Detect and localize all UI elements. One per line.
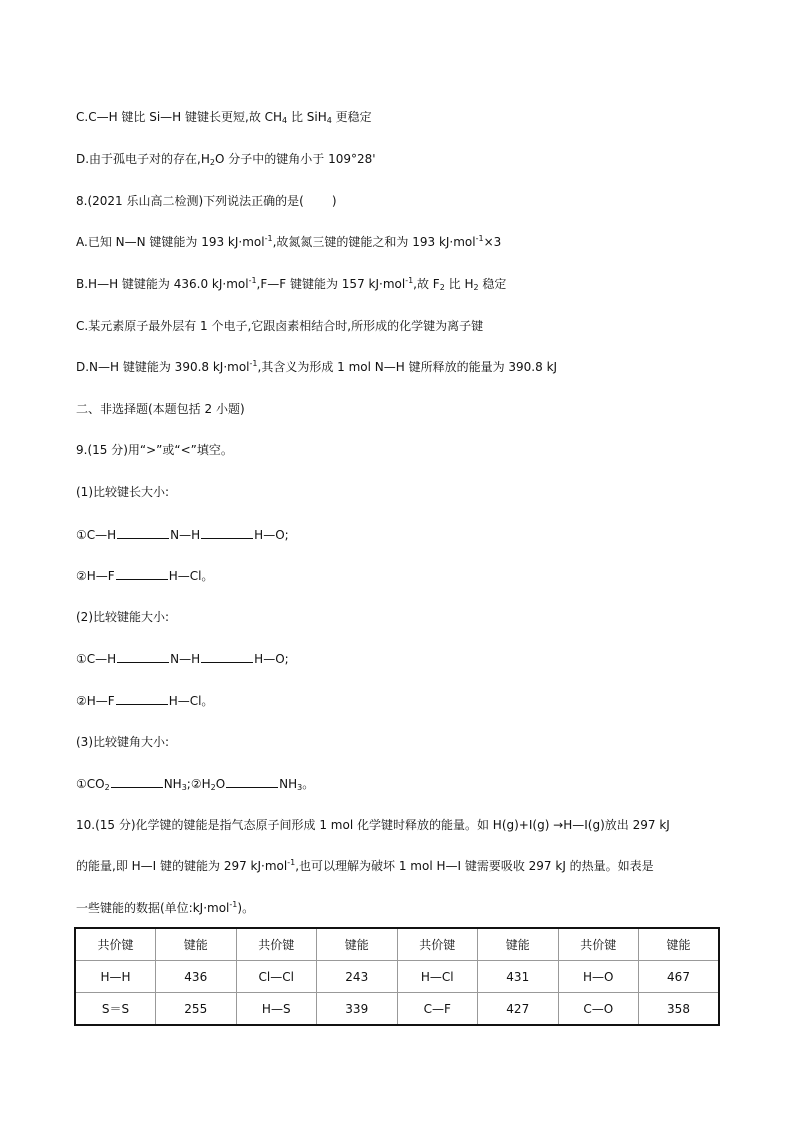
option-c-prev: C.C—H 键比 Si—H 键键长更短,故 $CH_4$ 比 SiH$_4$ 更稳定	[76, 110, 372, 125]
q9-part1-item1: ①C—H N—H H—O;	[76, 528, 289, 542]
table-cell: 467	[639, 961, 720, 993]
table-cell: 431	[478, 961, 559, 993]
q9-part1-item2: ②H—F H—Cl。	[76, 569, 214, 583]
answer-blank[interactable]	[111, 775, 163, 788]
table-cell: 358	[639, 993, 720, 1026]
option-d-prev: D.由于孤电子对的存在$,H_2O$ 分子中的键角小于 109°28'	[76, 152, 376, 167]
question-8-option-b: B.H—H 键键能为 436.0 kJ·mol$^{-1}$,F—F 键键能为 157 kJ·mol$^{-1}$,故 $F_2$ 比 $H_2$ 稳定	[76, 276, 507, 292]
table-header-cell: 键能	[478, 928, 559, 961]
question-10-line-3: 一些键能的数据(单位:kJ·mol$^{-1}$)。	[76, 900, 255, 915]
table-cell: 339	[317, 993, 398, 1026]
table-cell: C—O	[558, 993, 639, 1026]
table-cell: 243	[317, 961, 398, 993]
section-heading: 二、非选择题(本题包括 2 小题)	[76, 402, 245, 416]
table-row	[75, 993, 719, 1026]
answer-blank[interactable]	[117, 526, 169, 539]
answer-blank[interactable]	[201, 526, 253, 539]
table-cell: Cl—Cl	[236, 961, 317, 993]
q9-part3-item: $①CO_2$ $NH_3;②H_2O$ $NH_3$。	[76, 777, 315, 792]
table-cell: S＝S	[75, 993, 156, 1026]
table-cell: 255	[156, 993, 237, 1026]
table-header-cell: 共价键	[75, 928, 156, 961]
q9-part1-title: (1)比较键长大小:	[76, 485, 170, 499]
table-cell: H—Cl	[397, 961, 478, 993]
answer-blank[interactable]	[116, 567, 168, 580]
table-header-cell: 共价键	[236, 928, 317, 961]
question-9-stem: 9.(15 分)用“>”或“<”填空。	[76, 443, 233, 457]
answer-blank[interactable]	[116, 692, 168, 705]
table-header-cell: 键能	[317, 928, 398, 961]
table-header-row	[75, 928, 719, 961]
question-8-option-c: C.某元素原子最外层有 1 个电子,它跟卤素相结合时,所形成的化学键为离子键	[76, 319, 484, 333]
q9-part3-title: (3)比较键角大小:	[76, 735, 170, 749]
table-header-cell: 键能	[639, 928, 720, 961]
answer-blank[interactable]	[226, 775, 278, 788]
q9-part2-item2: ②H—F H—Cl。	[76, 694, 214, 708]
table-cell: H—S	[236, 993, 317, 1026]
bond-energy-table	[74, 927, 720, 1026]
answer-blank[interactable]	[117, 650, 169, 663]
table-cell: C—F	[397, 993, 478, 1026]
table-header-cell: 共价键	[558, 928, 639, 961]
q9-part2-title: (2)比较键能大小:	[76, 610, 170, 624]
q9-part2-item1: ①C—H N—H H—O;	[76, 652, 289, 666]
answer-blank[interactable]	[201, 650, 253, 663]
table-row	[75, 961, 719, 993]
question-10-line-1: 10.(15 分)化学键的键能是指气态原子间形成 1 mol 化学键时释放的能量。如 H(g)+I(g) →H—I(g)放出 297 kJ	[76, 818, 670, 832]
question-8-option-d: D.N—H 键键能为 390.8 kJ·mol$^{-1}$,其含义为形成 1 mol N—H 键所释放的能量为 390.8 kJ	[76, 359, 558, 374]
table-cell: H—H	[75, 961, 156, 993]
table-header-cell: 共价键	[397, 928, 478, 961]
table-cell: 427	[478, 993, 559, 1026]
question-10-line-2: 的能量,即 H—I 键的键能为 297 kJ·mol$^{-1}$,也可以理解为破坏 1 mol H—I 键需要吸收 297 kJ 的热量。如表是	[76, 858, 654, 873]
table-cell: H—O	[558, 961, 639, 993]
table-cell: 436	[156, 961, 237, 993]
question-8-option-a: A.已知 N—N 键键能为 193 kJ·mol$^{-1}$,故氮氮三键的键能之和为 193 kJ·mol$^{-1}$×3	[76, 234, 502, 249]
question-8-stem: 8.(2021 乐山高二检测)下列说法正确的是( )	[76, 194, 337, 208]
table-header-cell: 键能	[156, 928, 237, 961]
